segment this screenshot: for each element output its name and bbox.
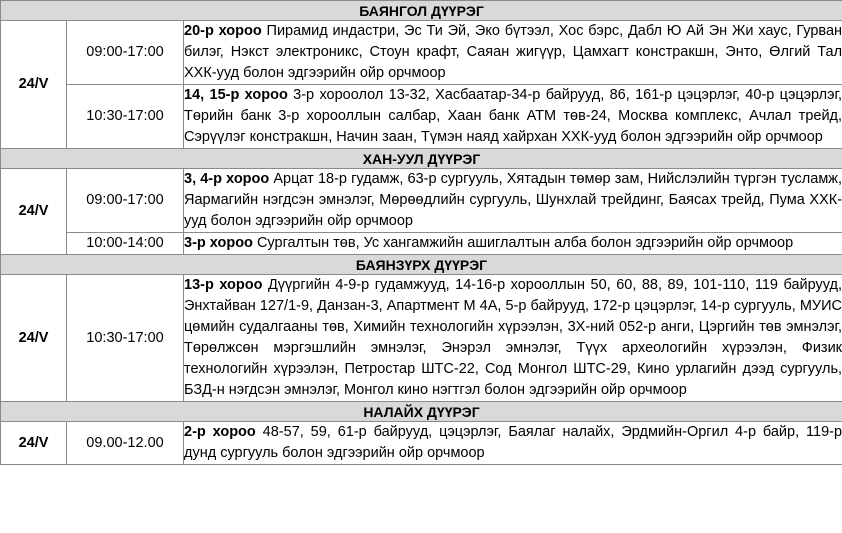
table-row (1, 85, 842, 149)
date-cell: 24/V (1, 21, 67, 149)
area-list: 48-57, 59, 61-р байрууд, цэцэрлэг, Баялаг налайх, Эрдмийн-Оргил 4-р байр, 119-р дунд сургууль болон эдгээрийн ойр орчмоор (184, 424, 842, 461)
date-cell: 24/V (1, 169, 67, 255)
district-name: БАЯНГОЛ ДҮҮРЭГ (1, 1, 842, 21)
area-list: Арцат 18-р гудамж, 63-р сургууль, Хятадын төмөр зам, Нийслэлийн түргэн тусламж, Яармагийн нэгдсэн эмнэлэг, Мөрөөдлийн сургууль, Шунхлай трейдинг, Баясах трейд, Пума ХХК-ууд болон эдгээрийн ойр орчмоор (184, 171, 842, 229)
district-header-row (1, 402, 842, 422)
area-list: Дүүргийн 4-9-р гудамжууд, 14-16-р хорооллын 50, 60, 88, 89, 101-110, 119 байрууд, Энхтайван 127/1-9, Данзан-3, Апартмент М 4А, 5-р байрууд, 172-р цэцэрлэг, 14-р сургууль, МУИС цөмийн судалгааны төв, Химийн технологийн хүрээлэн, 3Х-ний 052-р анги, Цэргийн төв эмнэлэг, Төрөлжсөн мэргэшлийн эмнэлэг, Энэрэл эмнэлэг, Түүх археологийн хүрээлэн, Физик технологийн хүрээлэн, Петростар ШТС-22, Сод Монгол ШТС-29, Кино урлагийн дээд сургууль, БЗД-н нэгдсэн эмнэлэг, Монгол кино нэгтгэл болон эдгээрийн ойр орчмоор (184, 277, 842, 398)
time-cell: 10:00-14:00 (67, 233, 184, 255)
area-list: 3-р хороолол 13-32, Хасбаатар-34-р байрууд, 86, 161-р цэцэрлэг, 40-р цэцэрлэг, Төрийн банк 3-р хорооллын салбар, Хаан банк АТМ төв-24, Москва комплекс, Ачлал трейд, Сэрүүлэг констракшн, Начин заан, Түмэн наяд хайрхан ХХК-ууд болон эдгээрийн ойр орчмоор (184, 87, 842, 145)
date-cell: 24/V (1, 275, 67, 402)
district-name: ХАН-УУЛ ДҮҮРЭГ (1, 149, 842, 169)
time-cell: 09:00-17:00 (67, 169, 184, 233)
district-name: БАЯНЗҮРХ ДҮҮРЭГ (1, 255, 842, 275)
time-cell: 09:00-17:00 (67, 21, 184, 85)
area-description (184, 422, 842, 465)
table-row (1, 169, 842, 233)
district-header-row (1, 255, 842, 275)
khoroo-label: 2-р хороо (184, 424, 256, 440)
area-description (184, 233, 842, 255)
area-list: Сургалтын төв, Ус хангамжийн ашиглалтын алба болон эдгээрийн ойр орчмоор (252, 235, 794, 251)
district-header-row (1, 149, 842, 169)
area-description (184, 85, 842, 149)
time-cell: 10:30-17:00 (67, 85, 184, 149)
table-row (1, 275, 842, 402)
area-description (184, 169, 842, 233)
district-name: НАЛАЙХ ДҮҮРЭГ (1, 402, 842, 422)
area-description (184, 275, 842, 402)
table-row (1, 21, 842, 85)
khoroo-label: 14, 15-р хороо (184, 87, 288, 103)
table-row (1, 422, 842, 465)
area-list: Пирамид индастри, Эс Ти Эй, Эко бүтээл, Хос бэрс, Дабл Ю Ай Эн Жи хаус, Гурван билэг, Нэкст электроникс, Стоун крафт, Саяан жигүүр, Цамхагт констракшн, Энто, Өлгий Тал ХХК-ууд болон эдгээрийн ойр орчмоор (184, 23, 842, 81)
khoroo-label: 3-р хороо (184, 235, 253, 251)
khoroo-label: 20-р хороо (184, 23, 262, 39)
area-description (184, 21, 842, 85)
time-cell: 09.00-12.00 (67, 422, 184, 465)
date-cell: 24/V (1, 422, 67, 465)
khoroo-label: 3, 4-р хороо (184, 171, 270, 187)
table-row (1, 233, 842, 255)
time-cell: 10:30-17:00 (67, 275, 184, 402)
khoroo-label: 13-р хороо (184, 277, 263, 293)
district-header-row (1, 1, 842, 21)
